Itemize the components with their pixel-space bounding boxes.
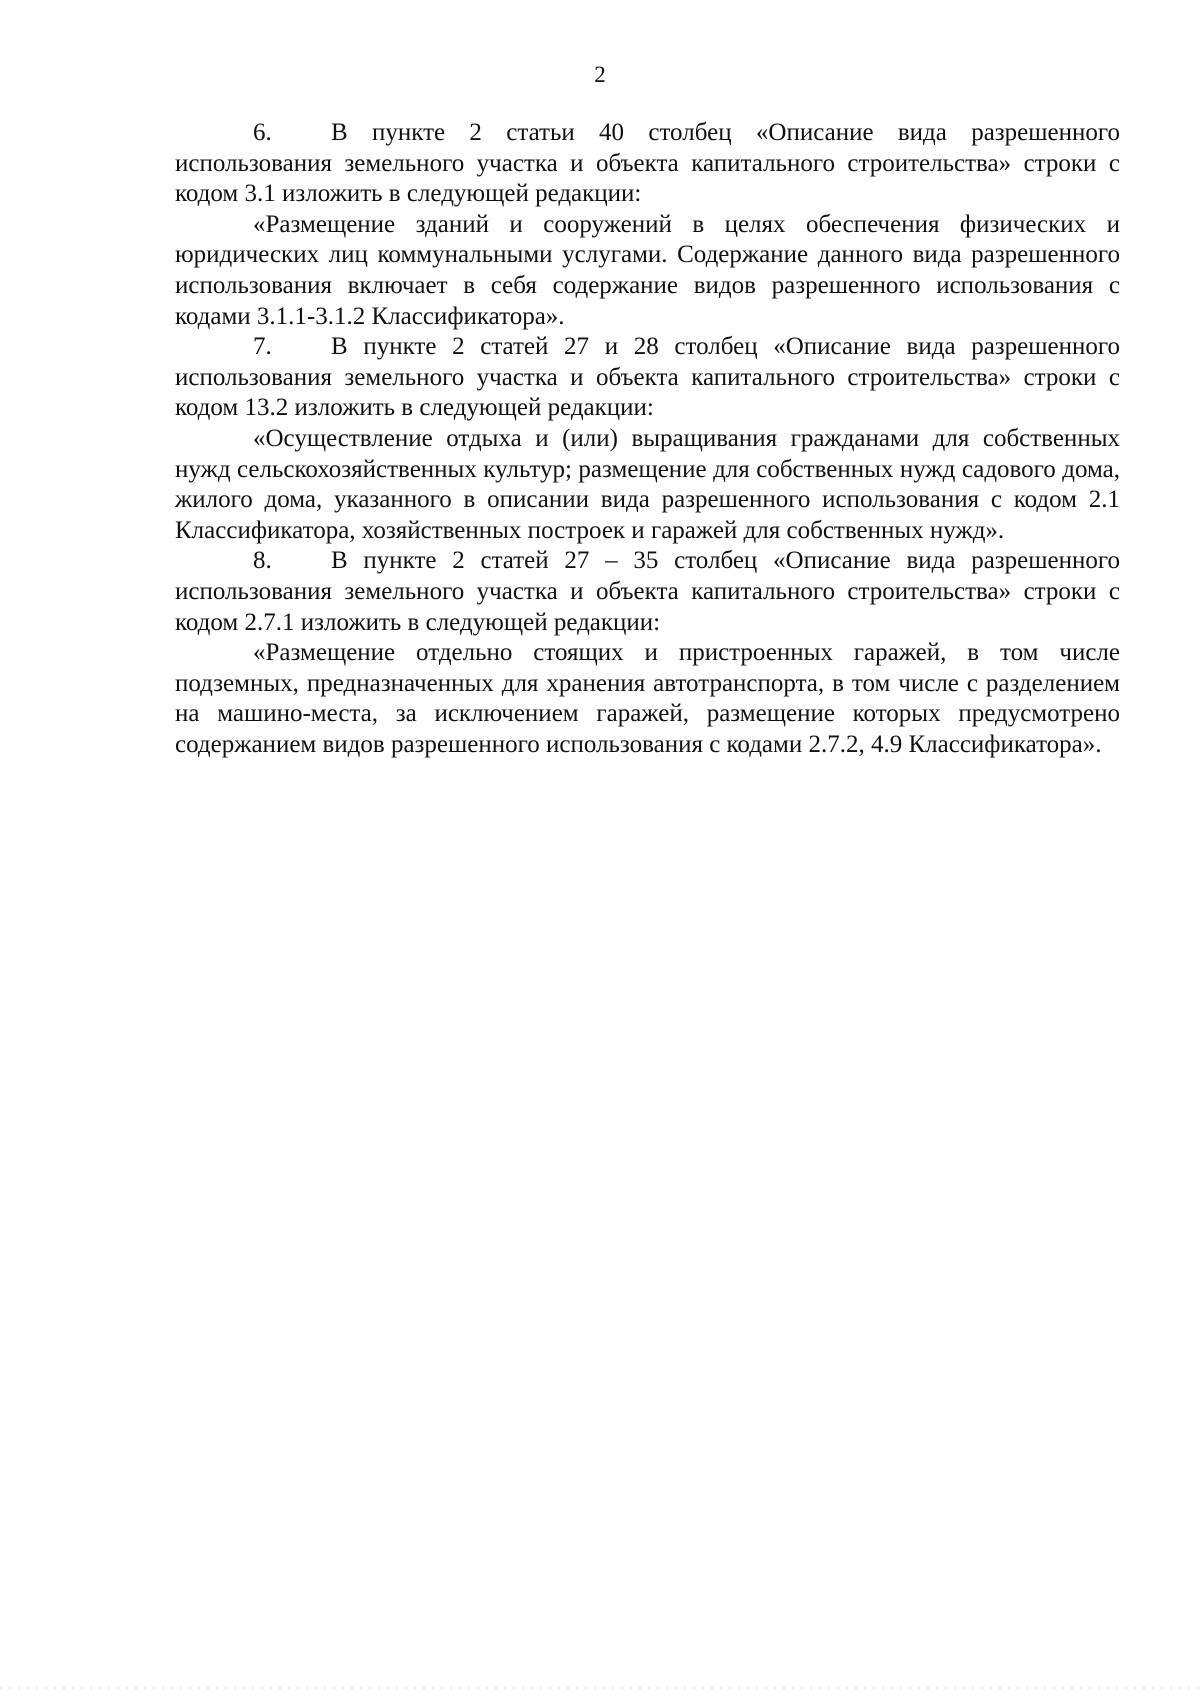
item-text: В пункте 2 статей 27 и 28 столбец «Описание вида разрешенного использования земельного участка и объекта капитального строительства» строки с кодом 13.2 изложить в следующей редакции: [175, 333, 1120, 422]
item-text: В пункте 2 статьи 40 столбец «Описание вида разрешенного использования земельного участка и объекта капитального строительства» строки с кодом 3.1 изложить в следующей редакции: [175, 119, 1120, 208]
amendment-quote-6: «Размещение зданий и сооружений в целях обеспечения физических и юридических лиц коммунальными услугами. Содержание данного вида разрешенного использования включает в себя содержание видов разрешенного использования с кодами 3.1.1-3.1.2 Классификатора». [175, 210, 1120, 330]
amendment-quote-8: «Размещение отдельно стоящих и пристроенных гаражей, в том числе подземных, предназначенных для хранения автотранспорта, в том числе с разделением на машино-места, за исключением гаражей, размещение которых предусмотрено содержанием видов разрешенного использования с кодами 2.7.2, 4.9 Классификатора». [175, 639, 1120, 758]
item-number: 8. [253, 547, 272, 575]
scan-noise-line [0, 1687, 1200, 1689]
amendment-quote-7: «Осуществление отдыха и (или) выращивания гражданами для собственных нужд сельскохозяйственных культур; размещение для собственных нужд садового дома, жилого дома, указанного в описании вида разрешенного использования с кодом 2.1 Классификатора, хозяйственных построек и гаражей для собственных нужд». [175, 424, 1120, 544]
amendment-item-7 [175, 332, 1120, 424]
page-number: 2 [594, 62, 606, 87]
amendment-item-8 [175, 546, 1120, 638]
item-number: 6. [253, 119, 272, 146]
item-text: В пункте 2 статей 27 – 35 столбец «Описание вида разрешенного использования земельного участка и объекта капитального строительства» строки с кодом 2.7.1 изложить в следующей редакции: [175, 547, 1120, 636]
amendment-item-6 [175, 118, 1120, 210]
item-number: 7. [253, 333, 272, 361]
document-body [175, 118, 1120, 760]
